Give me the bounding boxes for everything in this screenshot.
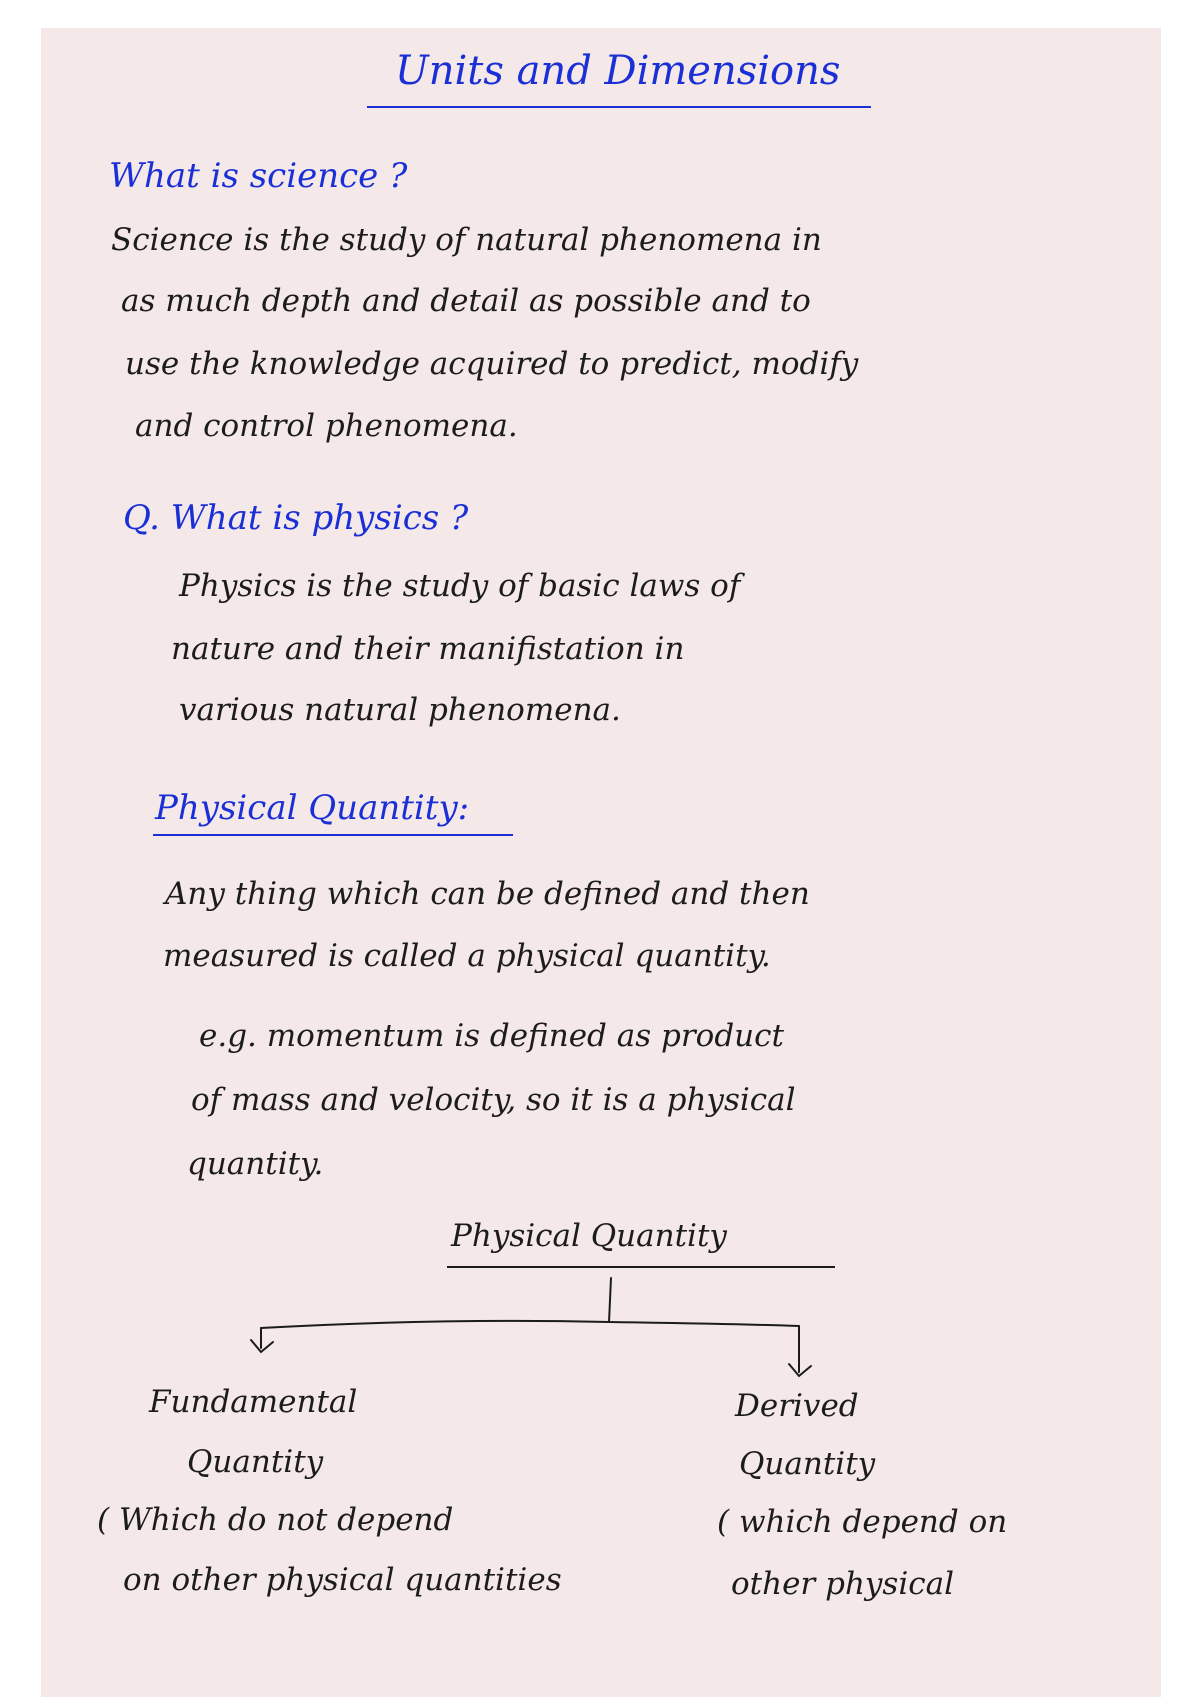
example-line-2: of mass and velocity, so it is a physical bbox=[191, 1082, 796, 1118]
science-line-4: and control phenomena. bbox=[135, 408, 518, 444]
science-line-3: use the knowledge acquired to predict, modify bbox=[125, 346, 859, 382]
derived-title-line-2: Quantity bbox=[739, 1446, 876, 1482]
physical-quantity-heading: Physical Quantity: bbox=[155, 788, 470, 828]
page-title: Units and Dimensions bbox=[395, 48, 841, 94]
physics-question: Q. What is physics ? bbox=[123, 498, 469, 538]
tree-stem bbox=[609, 1278, 611, 1322]
science-line-2: as much depth and detail as possible and to bbox=[121, 283, 811, 319]
science-question: What is science ? bbox=[109, 156, 408, 196]
definition-line-1: Any thing which can be defined and then bbox=[165, 876, 810, 912]
fundamental-note-line-1: ( Which do not depend bbox=[97, 1502, 454, 1538]
tree-branch bbox=[261, 1321, 799, 1328]
physics-line-1: Physics is the study of basic laws of bbox=[179, 568, 741, 604]
fundamental-note-line-2: on other physical quantities bbox=[123, 1562, 562, 1598]
derived-note-line-2: other physical bbox=[731, 1566, 955, 1602]
fundamental-title-line-2: Quantity bbox=[187, 1444, 324, 1480]
example-line-1: e.g. momentum is defined as product bbox=[199, 1018, 784, 1054]
example-line-3: quantity. bbox=[187, 1146, 324, 1182]
tree-root-label: Physical Quantity bbox=[451, 1218, 727, 1254]
derived-note-line-1: ( which depend on bbox=[717, 1504, 1008, 1540]
fundamental-title-line-1: Fundamental bbox=[149, 1384, 358, 1420]
definition-line-2: measured is called a physical quantity. bbox=[163, 938, 771, 974]
derived-title-line-1: Derived bbox=[735, 1388, 859, 1424]
physics-line-3: various natural phenomena. bbox=[179, 692, 621, 728]
science-line-1: Science is the study of natural phenomena in bbox=[111, 222, 822, 258]
physics-line-2: nature and their manifistation in bbox=[171, 631, 685, 667]
note-page bbox=[41, 28, 1161, 1697]
